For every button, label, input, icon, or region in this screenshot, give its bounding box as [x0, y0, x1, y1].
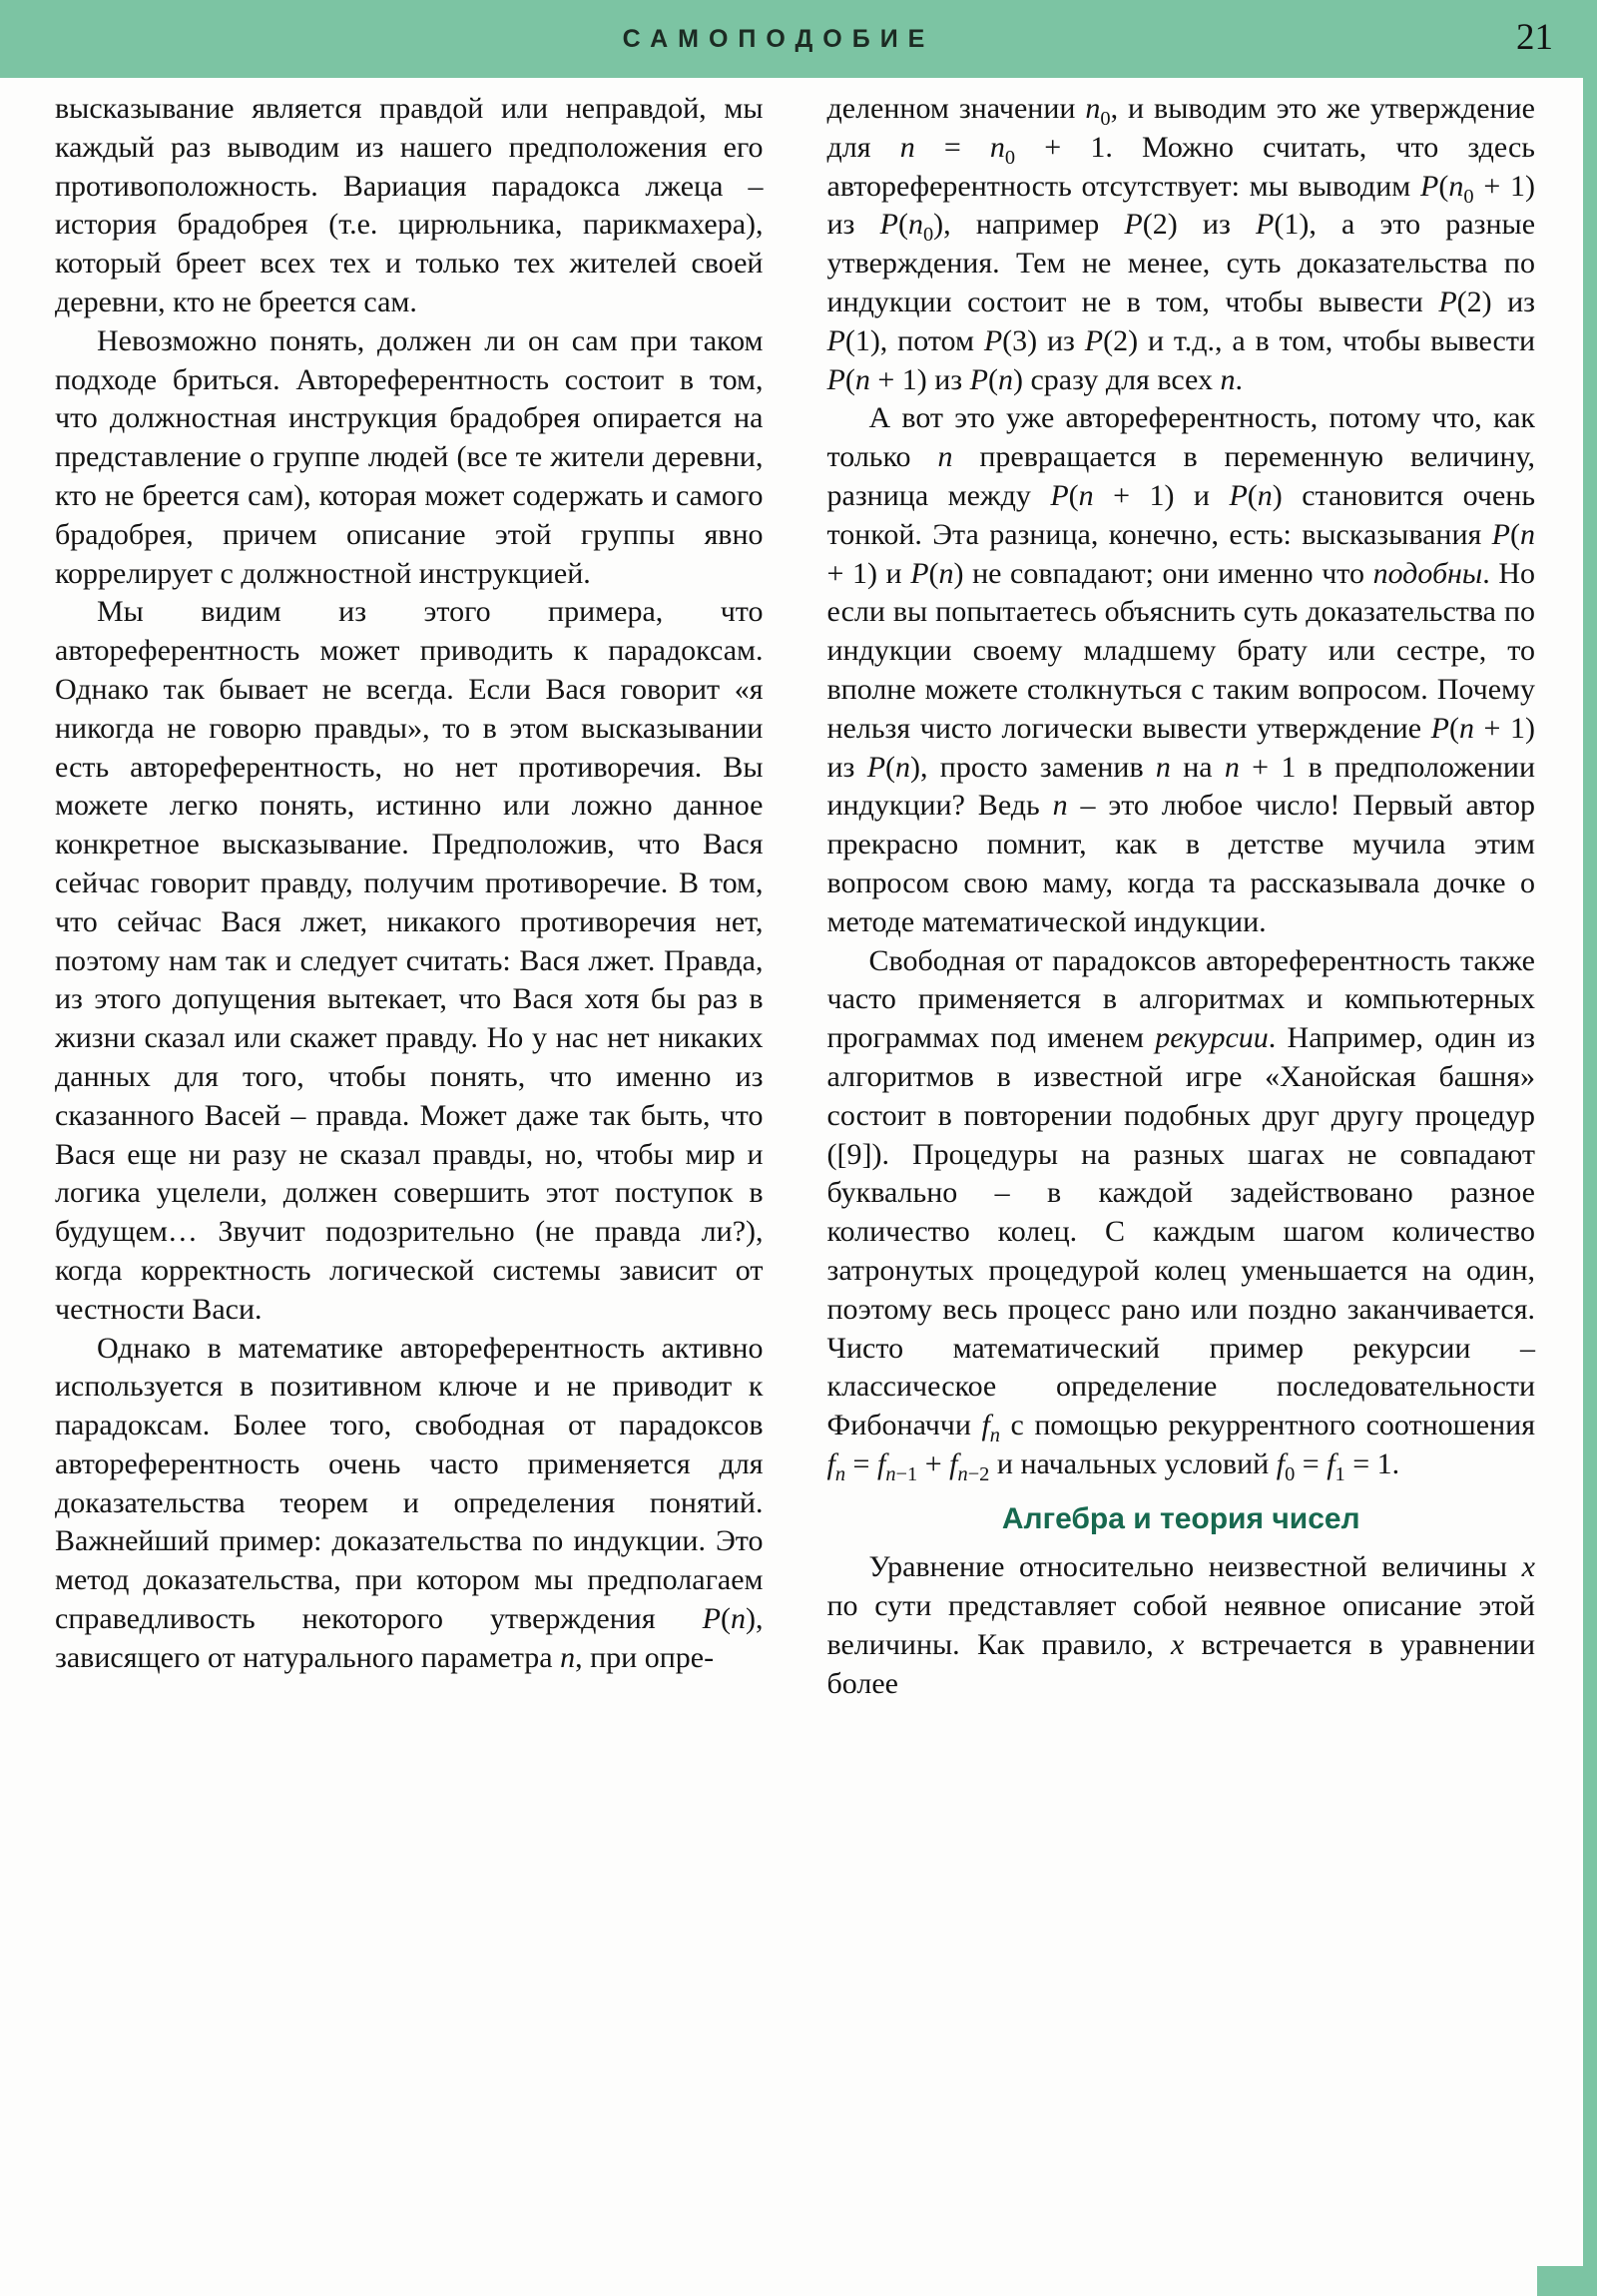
paragraph: Уравнение относительно неизвестной величины x по сути представляет собой неявное описание этой величины. Как правило, x встречается в уравнении более	[826, 1550, 1536, 1700]
paragraph: Мы видим из этого примера, что автореферентность может приводить к парадоксам. Однако так бывает не всегда. Если Вася говорит «я никогда не говорю правды», то в этом высказывании есть автореферентность, но нет противоречия. Вы можете легко понять, истинно или ложно данное конкретное высказывание. Предположив, что Вася сейчас говорит правду, получим противоречие. В том, что сейчас Вася лжет, никакого противоречия нет, поэтому нам так и следует считать: Вася лжет. Правда, из этого допущения вытекает, что Вася хотя бы раз в жизни сказал или скажет правду. Но у нас нет никаких данных для того, чтобы понять, что именно из сказанного Васей – правда. Может даже так быть, что Вася еще ни разу не сказал правды, но, чтобы мир и логика уцелели, должен совершить этот поступок в будущем… Звучит подозрительно (не правда ли?), когда корректность логической системы зависит от честности Васи.	[55, 595, 764, 1326]
left-column	[55, 90, 764, 2296]
page-number: 21	[1516, 16, 1553, 58]
section-heading: Алгебра и теория чисел	[1001, 1501, 1360, 1535]
paragraph: Однако в математике автореферентность активно используется в позитивном ключе и не приводит к парадоксам. Более того, свободная от парадоксов автореферентность очень часто применяется для доказательства теорем и определения понятий. Важнейший пример: доказательства по индукции. Это метод доказательства, при котором мы предполагаем справедливость некоторого утверждения P(n), зависящего от натурального параметра n, при опре-	[55, 1331, 764, 1674]
bottom-corner-block	[1537, 2266, 1597, 2296]
paragraph: высказывание является правдой или неправдой, мы каждый раз выводим из нашего предположения его противоположность. Вариация парадокса лжеца – история брадобрея (т.е. цирюльника, парикмахера), который бреет всех тех и только тех жителей своей деревни, кто не бреется сам.	[55, 92, 764, 318]
paragraph: А вот это уже автореферентность, потому что, как только n превращается в переменную величину, разница между P(n + 1) и P(n) становится очень тонкой. Эта разница, конечно, есть: высказывания P(n + 1) и P(n) не совпадают; они именно что подобны. Но если вы попытаетесь объяснить суть доказательства по индукции своему младшему брату или сестре, то вполне можете столкнуться с таким вопросом. Почему нельзя чисто логически вывести утверждение P(n + 1) из P(n), просто заменив n на n + 1 в предположении индукции? Ведь n – это любое число! Первый автор прекрасно помнит, как в детстве мучила этим вопросом свою маму, когда та рассказывала дочке о методе математической индукции.	[826, 401, 1536, 938]
right-edge-strip	[1583, 78, 1597, 2296]
header-band	[0, 0, 1597, 78]
paragraph: Невозможно понять, должен ли он сам при таком подходе бриться. Автореферентность состоит в том, что должностная инструкция брадобрея опирается на представление о группе людей (все те жители деревни, кто не бреется сам), которая может содержать и самого брадобрея, причем описание этой группы явно коррелирует с должностной инструкцией.	[55, 323, 764, 590]
running-title: САМОПОДОБИЕ	[622, 24, 935, 53]
right-column	[827, 90, 1536, 2296]
paragraph: Свободная от парадоксов автореферентность также часто применяется в алгоритмах и компьютерных программах под именем рекурсии. Например, один из алгоритмов в известной игре «Ханойская башня» состоит в повторении подобных друг другу процедур ([9]). Процедуры на разных шагах не совпадают буквально – в каждой задействовано разное количество колец. С каждым шагом количество затронутых процедурой колец уменьшается на один, поэтому весь процесс рано или поздно заканчивается. Чисто математический пример рекурсии – классическое определение последовательности Фибоначчи $f_n$ с помощью рекуррентного соотношения $f_n = f_{n-1} + f_{n-2}$ и начальных условий $f_0 = f_1 = 1$.	[826, 943, 1535, 1485]
page-body	[55, 90, 1535, 2296]
paragraph: деленном значении $n_0$, и выводим это же утверждение для $n = n_0 + 1$. Можно считать, что здесь автореферентность отсутствует: мы выводим $P(n_0 + 1)$ из $P(n_0)$, например P(2) из P(1), а это разные утверждения. Тем не менее, суть доказательства по индукции состоит не в том, чтобы вывести P(2) из P(1), потом P(3) из P(2) и т.д., а в том, чтобы вывести P(n + 1) из P(n) сразу для всех n.	[826, 92, 1536, 396]
